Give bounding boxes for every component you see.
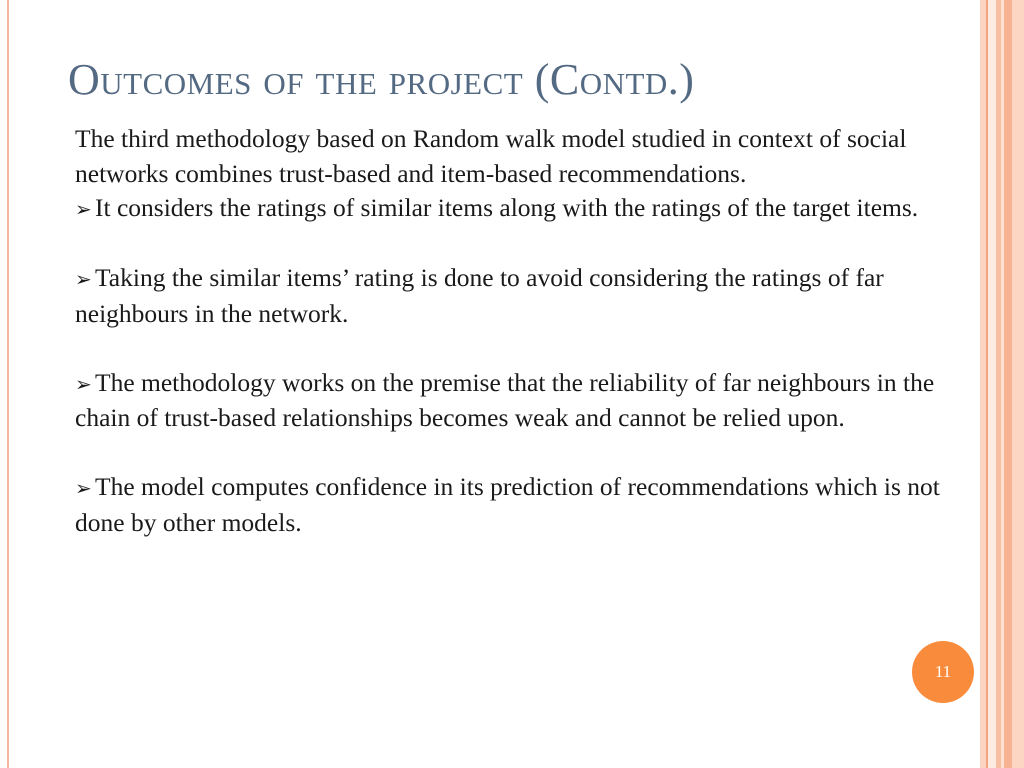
right-decor-stripe <box>1012 0 1024 768</box>
bullet-text: The model computes confidence in its prediction of recommendations which is not done by other models. <box>75 472 940 537</box>
page-number-badge: 11 <box>912 641 974 703</box>
paragraph-spacer <box>75 436 965 471</box>
right-decor-stripe <box>1004 0 1012 768</box>
bullet-item <box>75 470 965 540</box>
right-decor-stripe <box>988 0 996 768</box>
arrowhead-bullet-icon: ➢ <box>75 267 92 291</box>
paragraph-spacer <box>75 227 965 262</box>
bullet-item <box>75 366 965 436</box>
bullet-item <box>75 261 965 331</box>
bullet-item <box>75 191 965 227</box>
bullet-text: The methodology works on the premise that the reliability of far neighbours in the chain of trust-based relationships becomes weak and cannot be relied upon. <box>75 367 935 432</box>
slide-title: Outcomes of the project (Contd.) <box>68 55 695 104</box>
bullet-text: Taking the similar items’ rating is done to avoid considering the ratings of far neighbours in the network. <box>75 263 884 328</box>
left-border-line <box>7 0 9 768</box>
paragraph-spacer <box>75 331 965 366</box>
arrowhead-bullet-icon: ➢ <box>75 476 92 500</box>
intro-paragraph: The third methodology based on Random walk model studied in context of social networks combines trust-based and item-based recommendations. <box>75 124 907 188</box>
bullet-text: It considers the ratings of similar items along with the ratings of the target items. <box>95 193 919 222</box>
arrowhead-bullet-icon: ➢ <box>75 371 92 396</box>
arrowhead-bullet-icon: ➢ <box>75 197 92 221</box>
slide-body <box>75 122 965 540</box>
